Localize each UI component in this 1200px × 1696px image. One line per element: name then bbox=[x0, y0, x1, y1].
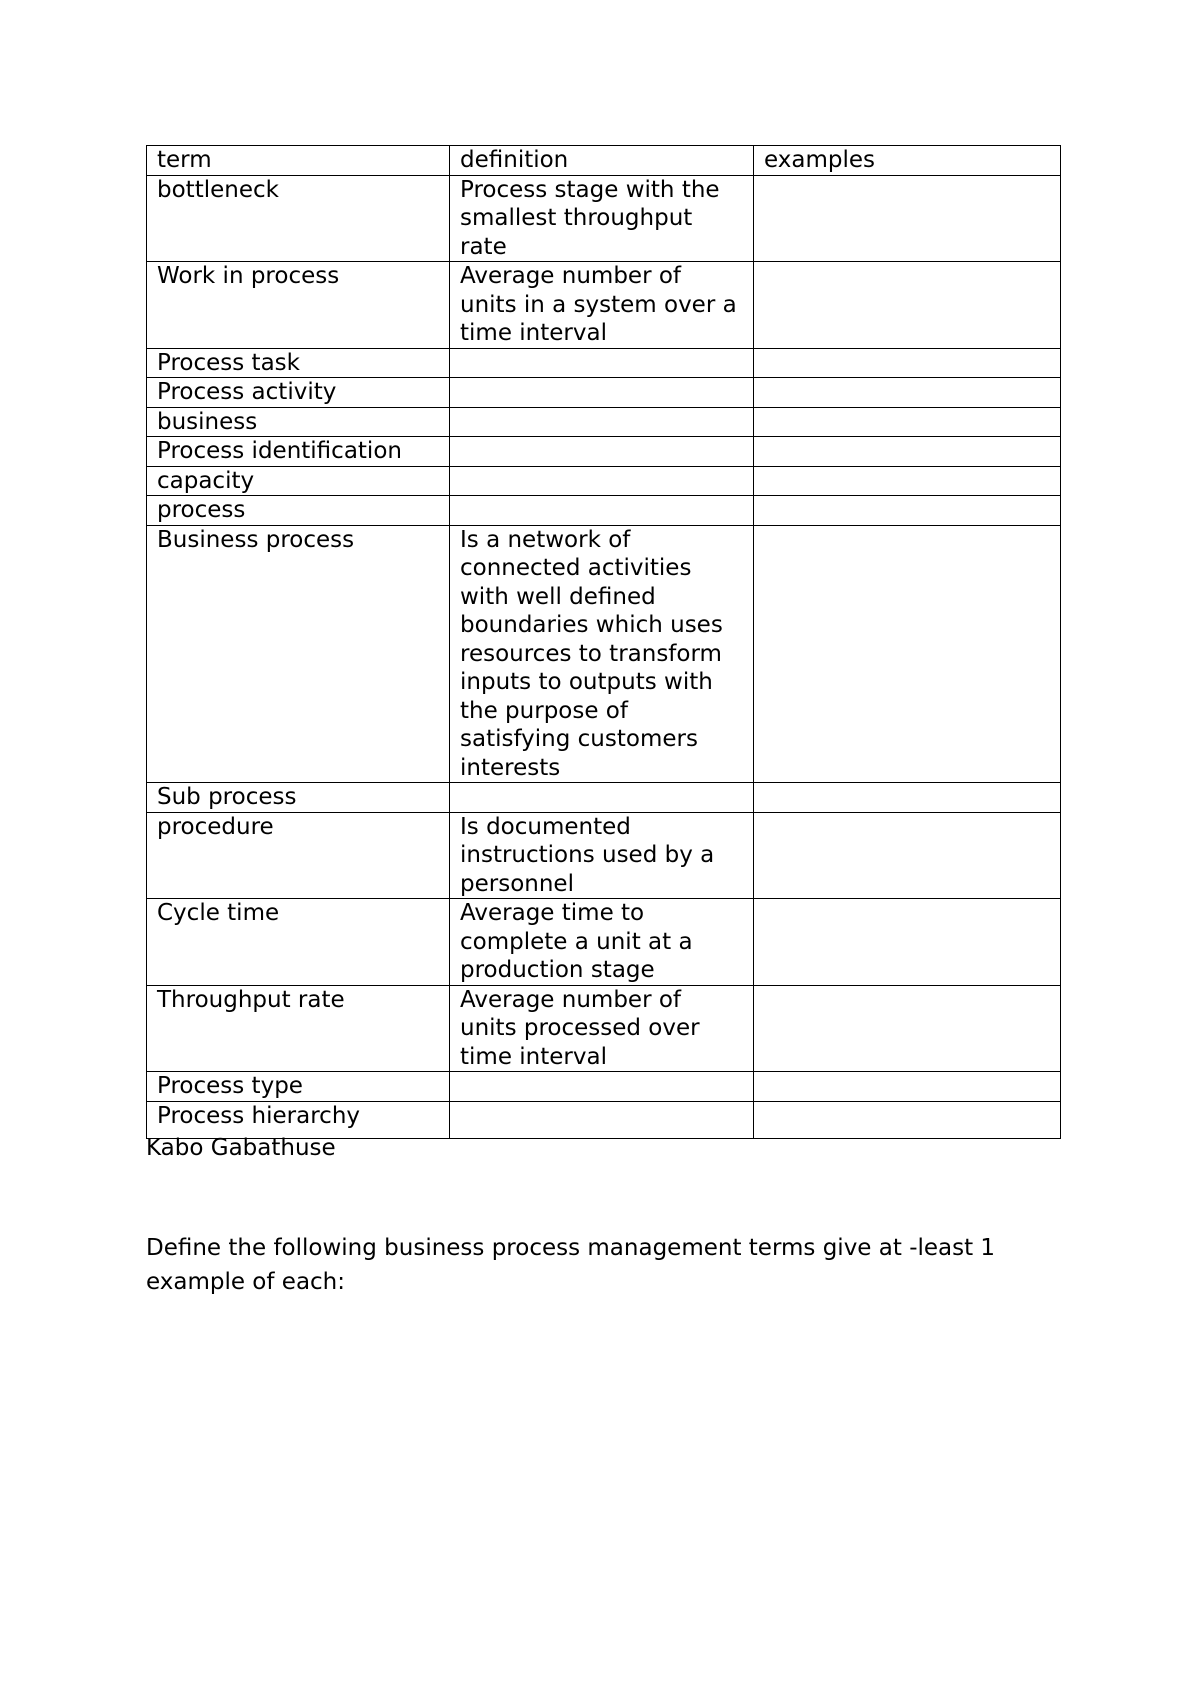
examples-cell bbox=[754, 985, 1061, 1072]
examples-cell bbox=[754, 496, 1061, 526]
term-cell: Process type bbox=[147, 1072, 450, 1102]
term-cell: Work in process bbox=[147, 262, 450, 349]
examples-cell bbox=[754, 348, 1061, 378]
instruction-text: Define the following business process management terms give at -least 1 example of each: bbox=[146, 1235, 996, 1295]
term-cell: Process task bbox=[147, 348, 450, 378]
definition-cell bbox=[450, 437, 754, 467]
table-row bbox=[147, 175, 1061, 262]
table-row bbox=[147, 783, 1061, 813]
definition-cell: Process stage with the smallest throughput rate bbox=[450, 175, 754, 262]
examples-cell bbox=[754, 1072, 1061, 1102]
table-row bbox=[147, 437, 1061, 467]
definition-cell: Average number of units processed over time interval bbox=[450, 985, 754, 1072]
examples-cell bbox=[754, 525, 1061, 783]
examples-cell bbox=[754, 407, 1061, 437]
table-row bbox=[147, 985, 1061, 1072]
definition-cell bbox=[450, 1072, 754, 1102]
examples-cell bbox=[754, 175, 1061, 262]
table-row bbox=[147, 348, 1061, 378]
table-row bbox=[147, 466, 1061, 496]
table-row bbox=[147, 812, 1061, 899]
definition-cell: Average number of units in a system over a time interval bbox=[450, 262, 754, 349]
table-row bbox=[147, 496, 1061, 526]
examples-cell bbox=[754, 1101, 1061, 1138]
header-definition: definition bbox=[450, 146, 754, 176]
table-row bbox=[147, 1072, 1061, 1102]
definition-cell bbox=[450, 378, 754, 408]
table-row bbox=[147, 899, 1061, 986]
examples-cell bbox=[754, 262, 1061, 349]
definition-cell: Is documented instructions used by a personnel bbox=[450, 812, 754, 899]
examples-cell bbox=[754, 378, 1061, 408]
term-cell: capacity bbox=[147, 466, 450, 496]
definition-cell bbox=[450, 407, 754, 437]
term-cell: business bbox=[147, 407, 450, 437]
terms-table bbox=[146, 145, 1061, 1139]
author-name: Kabo Gabathuse bbox=[146, 1135, 336, 1161]
term-cell: Process activity bbox=[147, 378, 450, 408]
term-cell: Business process bbox=[147, 525, 450, 783]
definition-cell bbox=[450, 348, 754, 378]
table-row bbox=[147, 525, 1061, 783]
header-examples: examples bbox=[754, 146, 1061, 176]
term-cell: Process identification bbox=[147, 437, 450, 467]
term-cell: Throughput rate bbox=[147, 985, 450, 1072]
term-cell: bottleneck bbox=[147, 175, 450, 262]
examples-cell bbox=[754, 812, 1061, 899]
definition-cell bbox=[450, 783, 754, 813]
table-row bbox=[147, 407, 1061, 437]
term-cell: Process hierarchy bbox=[147, 1101, 450, 1138]
term-cell: Cycle time bbox=[147, 899, 450, 986]
header-term: term bbox=[147, 146, 450, 176]
definition-cell bbox=[450, 496, 754, 526]
definition-cell bbox=[450, 466, 754, 496]
examples-cell bbox=[754, 783, 1061, 813]
table-header-row bbox=[147, 146, 1061, 176]
term-cell: procedure bbox=[147, 812, 450, 899]
examples-cell bbox=[754, 437, 1061, 467]
term-cell: Sub process bbox=[147, 783, 450, 813]
definition-cell: Average time to complete a unit at a production stage bbox=[450, 899, 754, 986]
examples-cell bbox=[754, 899, 1061, 986]
definition-cell bbox=[450, 1101, 754, 1138]
table-row bbox=[147, 378, 1061, 408]
term-cell: process bbox=[147, 496, 450, 526]
table-row bbox=[147, 262, 1061, 349]
definition-cell: Is a network of connected activities with well defined boundaries which uses resources to transform inputs to outputs with the purpose of satisfying customers interests bbox=[450, 525, 754, 783]
examples-cell bbox=[754, 466, 1061, 496]
